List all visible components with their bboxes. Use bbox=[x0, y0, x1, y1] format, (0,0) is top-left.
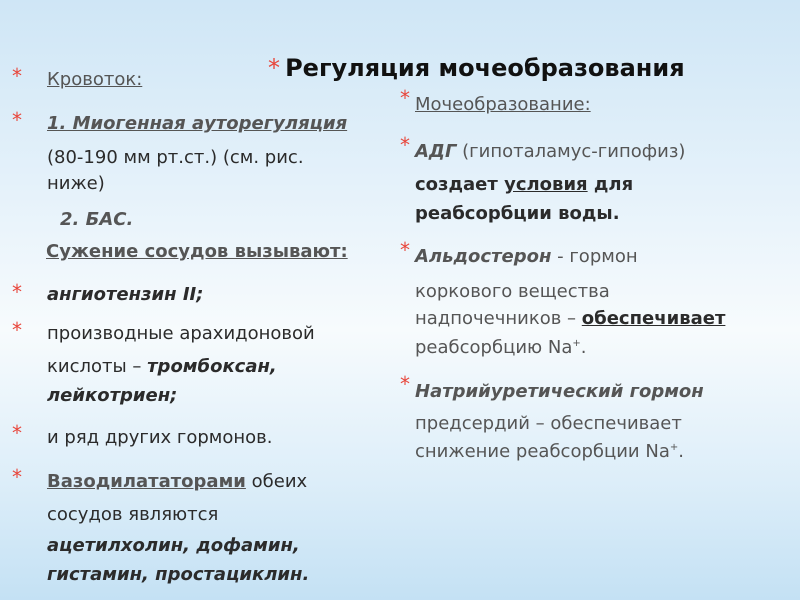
adh-line1: АДГ (гипоталамус-гипофиз) bbox=[415, 141, 686, 162]
bullet-star-icon: * bbox=[400, 238, 410, 262]
other-hormones-item: и ряд других гормонов. bbox=[47, 427, 273, 448]
bullet-star-icon: * bbox=[12, 108, 22, 132]
bullet-star-icon: * bbox=[12, 318, 22, 342]
natriuretic-line2: предсердий – обеспечивает bbox=[415, 413, 682, 434]
aldosterone-line2: коркового вещества bbox=[415, 281, 610, 302]
bullet-star-icon: * bbox=[12, 421, 22, 445]
myogenic-label: 1. Миогенная ауторегуляция bbox=[47, 113, 348, 134]
bullet-star-icon: * bbox=[268, 54, 280, 82]
adh-line3: реабсорбции воды. bbox=[415, 203, 620, 224]
aldosterone-line1: Альдостерон - гормон bbox=[415, 246, 638, 267]
myogenic-range: (80-190 мм рт.ст.) (см. рис. bbox=[47, 147, 304, 168]
myogenic-note: ниже) bbox=[47, 173, 105, 194]
arachidonic-line3: лейкотриен; bbox=[47, 385, 178, 406]
adh-line2: создает условия для bbox=[415, 174, 634, 195]
bullet-star-icon: * bbox=[400, 372, 410, 396]
vasodilators-line3: ацетилхолин, дофамин, bbox=[47, 535, 300, 556]
bullet-star-icon: * bbox=[400, 86, 410, 110]
slide-title: Регуляция мочеобразования bbox=[285, 54, 685, 82]
bullet-star-icon: * bbox=[12, 465, 22, 489]
bullet-star-icon: * bbox=[12, 64, 22, 88]
arachidonic-line1: производные арахидоновой bbox=[47, 323, 315, 344]
vasodilators-line4: гистамин, простациклин. bbox=[47, 564, 310, 585]
bullet-star-icon: * bbox=[400, 133, 410, 157]
angiotensin-item: ангиотензин II; bbox=[47, 284, 204, 305]
vasodilators-line2: сосудов являются bbox=[47, 504, 219, 525]
aldosterone-line4: реабсорбцию Na+. bbox=[415, 337, 587, 358]
bullet-star-icon: * bbox=[12, 280, 22, 304]
title-block bbox=[268, 54, 685, 82]
vasodilators-line1: Вазодилататорами обеих bbox=[47, 471, 308, 492]
bas-label: 2. БАС. bbox=[60, 209, 134, 230]
natriuretic-line3: снижение реабсорбции Na+. bbox=[415, 441, 684, 462]
natriuretic-line1: Натрийуретический гормон bbox=[415, 381, 704, 402]
aldosterone-line3: надпочечников – обеспечивает bbox=[415, 308, 726, 329]
narrowing-heading: Сужение сосудов вызывают: bbox=[46, 241, 348, 262]
arachidonic-line2: кислоты – тромбоксан, bbox=[47, 356, 277, 377]
krovotok-label: Кровоток: bbox=[47, 69, 143, 90]
urine-formation-heading: Мочеобразование: bbox=[415, 94, 591, 115]
